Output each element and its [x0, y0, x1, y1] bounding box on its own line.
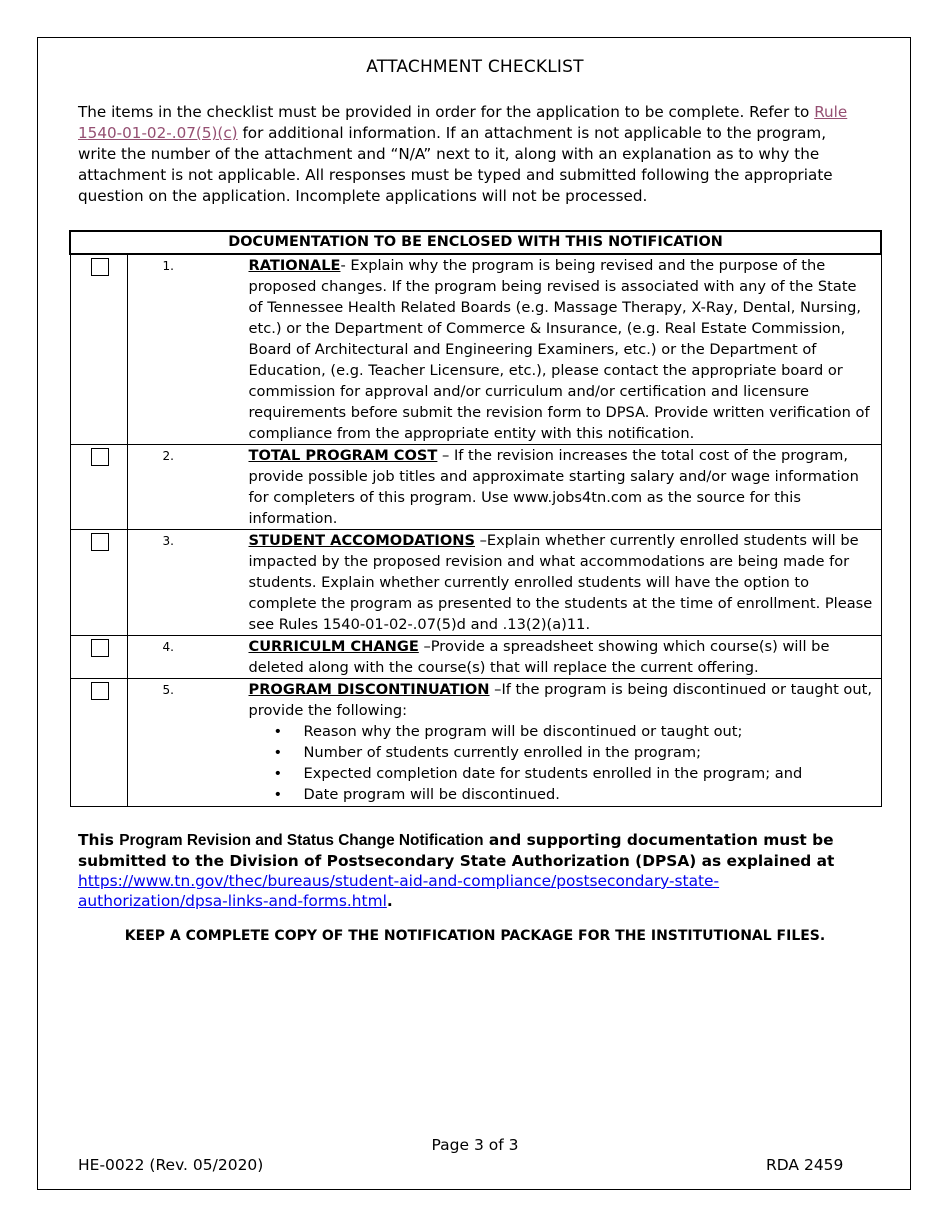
checkbox-cell	[70, 530, 127, 636]
item-text: –Explain whether currently enrolled students will be impacted by the proposed revision and what accommodations are being made for students. Explain whether currently enrolled students will have the option to complete the program as presented to the students at the time of enrollment. Please see Rules 1540-01-02-.07(5)d and .13(2)(a)11.	[248, 532, 873, 633]
list-item	[249, 721, 873, 742]
item-1	[128, 255, 881, 444]
item-number: 2.	[162, 449, 174, 463]
bullet-text: Reason why the program will be discontinued or taught out;	[303, 723, 743, 740]
intro-paragraph	[78, 102, 868, 207]
bullet-icon: •	[273, 786, 283, 803]
item-heading: TOTAL PROGRAM COST	[248, 447, 438, 464]
item-2	[128, 445, 881, 529]
checkbox-cell	[70, 445, 127, 530]
item-1-cell	[127, 254, 881, 445]
bullet-text: Number of students currently enrolled in the program;	[303, 744, 702, 761]
item-3-cell	[127, 530, 881, 636]
item-2-cell	[127, 445, 881, 530]
item-text: –If the program is being discontinued or taught out, provide the following:	[248, 681, 872, 719]
submission-middle: and supporting documentation must be submitted to the Division of Postsecondary State Authorization (DPSA) as explained at	[78, 831, 835, 870]
item-3	[128, 530, 881, 635]
item-4-checkbox[interactable]	[91, 639, 109, 657]
table-row	[70, 679, 881, 807]
dpsa-forms-link[interactable]: https://www.tn.gov/thec/bureaus/student-aid-and-compliance/postsecondary-state-authorization/dpsa-links-and-forms.html	[78, 872, 720, 910]
item-number: 3.	[162, 534, 174, 548]
table-row	[70, 445, 881, 530]
intro-text-before: The items in the checklist must be provided in order for the application to be complete. Refer to	[78, 103, 815, 121]
form-id: HE-0022 (Rev. 05/2020)	[78, 1156, 264, 1174]
rule-link[interactable]: Rule 1540-01-02-.07(5)(c)	[78, 103, 848, 142]
item-3-checkbox[interactable]	[91, 533, 109, 551]
checkbox-cell	[70, 636, 127, 679]
item-4	[128, 636, 881, 678]
intro-text-after: for additional information. If an attachment is not applicable to the program, write the number of the attachment and “N/A” next to it, along with an explanation as to why the attachment is not applicable. All responses must be typed and submitted following the appropriate question on the application. Incomplete applications will not be processed.	[78, 124, 833, 205]
bullet-icon: •	[273, 723, 283, 740]
page-title: ATTACHMENT CHECKLIST	[366, 57, 584, 77]
item-5	[128, 679, 881, 805]
checkbox-cell	[70, 254, 127, 445]
submission-doc-name: Program Revision and Status Change Notification	[119, 832, 484, 849]
table-row	[70, 530, 881, 636]
table-row	[70, 254, 881, 445]
item-heading: RATIONALE	[248, 257, 341, 274]
item-text: –Provide a spreadsheet showing which course(s) will be deleted along with the course(s) that will replace the current offering.	[248, 638, 830, 676]
item-number: 5.	[162, 683, 174, 697]
item-2-checkbox[interactable]	[91, 448, 109, 466]
item-text: – If the revision increases the total cost of the program, provide possible job titles and approximate starting salary and/or wage information for completers of this program. Use www.jobs4tn.com as the source for this information.	[248, 447, 859, 527]
bullet-icon: •	[273, 765, 283, 782]
submission-end: .	[386, 892, 393, 910]
keep-copy-notice: KEEP A COMPLETE COPY OF THE NOTIFICATION PACKAGE FOR THE INSTITUTIONAL FILES.	[124, 928, 826, 944]
item-heading: CURRICULM CHANGE	[248, 638, 419, 655]
item-number: 4.	[162, 640, 174, 654]
item-5-cell	[127, 679, 881, 807]
item-number: 1.	[162, 259, 174, 273]
page-number: Page 3 of 3	[431, 1136, 519, 1154]
submission-paragraph	[78, 830, 868, 911]
item-heading: PROGRAM DISCONTINUATION	[248, 681, 490, 698]
list-item	[249, 742, 873, 763]
item-text: - Explain why the program is being revised and the purpose of the proposed changes. If the program being revised is associated with any of the State of Tennessee Health Related Boards (e.g. Massage Therapy, X-Ray, Dental, Nursing, etc.) or the Department of Commerce & Insurance, (e.g. Real Estate Commission, Board of Architectural and Engineering Examiners, etc.) or the Department of Education, (e.g. Teacher Licensure, etc.), please contact the appropriate board or commission for approval and/or curriculum and/or certification and licensure requirements before submit the revision form to DPSA. Provide written verification of compliance from the appropriate entity with this notification.	[248, 257, 870, 442]
item-1-checkbox[interactable]	[91, 258, 109, 276]
documentation-table	[69, 230, 882, 807]
bullet-text: Date program will be discontinued.	[303, 786, 560, 803]
item-heading: STUDENT ACCOMODATIONS	[248, 532, 475, 549]
bullet-text: Expected completion date for students enrolled in the program; and	[303, 765, 803, 782]
table-header: DOCUMENTATION TO BE ENCLOSED WITH THIS NOTIFICATION	[70, 231, 881, 254]
submission-lead: This	[78, 831, 120, 849]
table-row	[70, 636, 881, 679]
list-item	[249, 763, 873, 784]
bullet-icon: •	[273, 744, 283, 761]
item-4-cell	[127, 636, 881, 679]
item-5-checkbox[interactable]	[91, 682, 109, 700]
discontinuation-bullet-list	[249, 721, 873, 805]
rda-number: RDA 2459	[766, 1156, 844, 1174]
checkbox-cell	[70, 679, 127, 807]
list-item	[249, 784, 873, 805]
